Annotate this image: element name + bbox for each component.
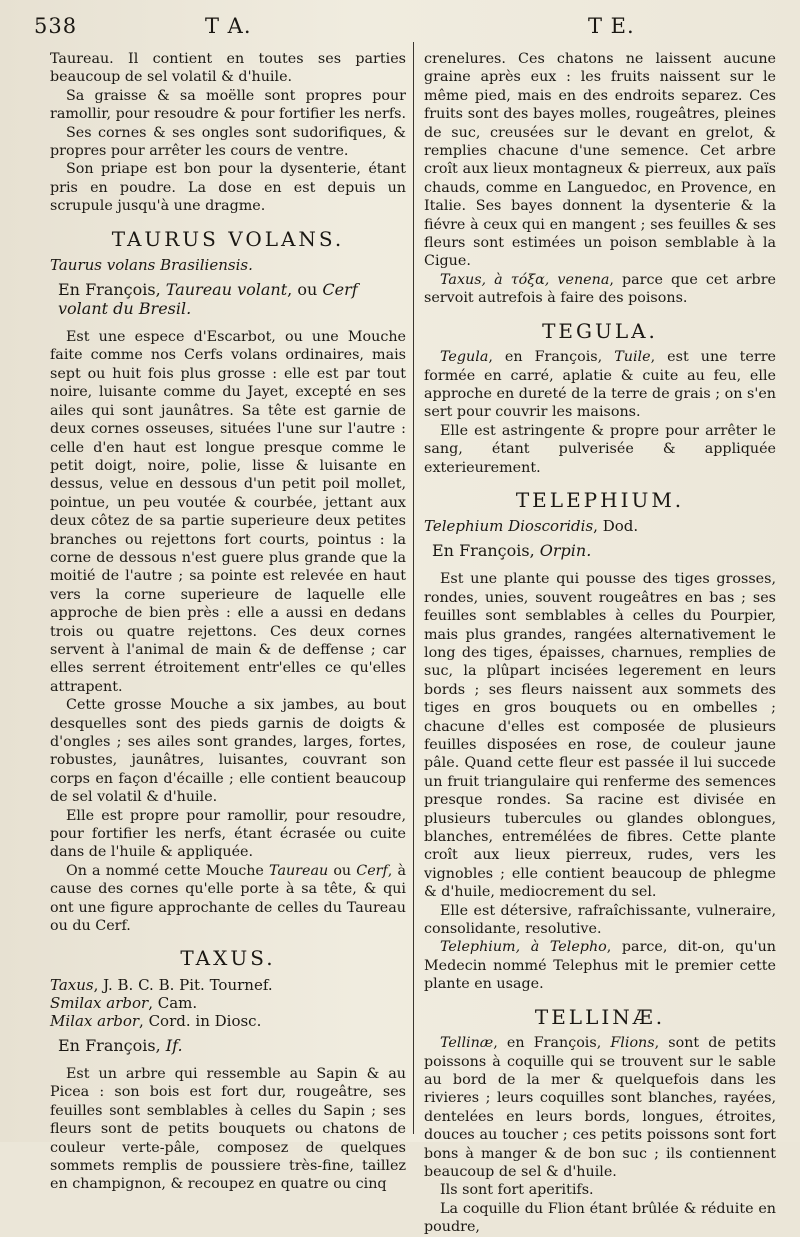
text-run: , à cause des cornes qu'elle porte à sa tête, & qui ont une figure approchante de celles du Taureau ou du Cerf. [50,862,406,935]
syn-latin: Milax arbor [50,1011,140,1030]
tegula-paragraph [424,348,776,422]
taxus-paragraph: Est un arbre qui ressemble au Sapin & au Picea : son bois est fort dur, rougeâtre, ses feuilles sont semblables à celles du Sapin ; ses fleurs sont de petits bouquets ou chatons de couleur verte-pâle, composez de quelques sommets remplis de poussiere très-fine, taillez en champignon, & recoupez en quatre ou cinq [50,1065,406,1193]
taxus-synonym [50,976,406,994]
right-running-head: T E. [588,14,635,38]
etym-latin: Taxus, à τόξα, venena [440,271,610,288]
tegula-french: Tuile [614,349,651,366]
etym-rest: , parce, dit-on, qu'un Medecin nommé Telephus mit le premier cette plante en usage. [424,939,776,993]
page-number: 538 [34,14,78,38]
heading-taxus: TAXUS. [180,946,276,971]
fr-prefix: En François, [432,541,540,561]
intro-paragraph: Taureau. Il contient en toutes ses parties beaucoup de sel volatil & d'huile. [50,51,406,86]
heading-tegula: TEGULA. [542,318,658,343]
syn-latin: Smilax arbor [50,993,149,1012]
tellinae-paragraph: Ils sont fort aperitifs. [440,1182,594,1199]
taxus-etymology [424,271,776,308]
text-run: , sont de petits poissons à coquille qui se trouvent sur le sable au bord de la mer & quelquefois dans les rivieres ; leurs coquilles sont blanches, rayées, dentelées en leurs bords, longues, étroites, douces au toucher ; ces petits poissons sont fort bons à manger & de bon suc ; ils contiennent beaucoup de sel & d'huile. [424,1035,776,1180]
heading-telephium: TELEPHIUM. [515,487,685,512]
taxus-french-name [58,1036,406,1055]
tellinae-latin: Tellinæ [440,1035,494,1052]
taurus-paragraph: Est une espece d'Escarbot, ou une Mouche faite comme nos Cerfs volans ordinaires, mais sept ou huit fois plus grosse : elle est par tout noire, luisante comme du Jayet, excepté en ses ailes qui sont jaunâtres. Sa tête est garnie de deux cornes osseuses, situées l'une sur l'autre : celle d'en haut est longue presque comme le petit doigt, noire, polie, lisse & luisante en dessus, velue en dessous d'un petit poil mollet, pointue, un peu voutée & courbée, jettant aux deux côtez de sa partie superieure deux petites branches ou rejettons fort courts, pointus : la corne de dessous n'est guere plus grande que la moitié de l'autre ; sa pointe est relevée en haut vers la corne superieure de laquelle elle approche de bien près : elle a aussi en dedans trois ou quatre rejettons. Ces deux cornes servent à l'animal de main & de deffense ; car elles serrent étroitement entr'elles ce qu'elles attrapent. [50,329,406,695]
right-column [424,50,777,1236]
telephium-french-name [432,541,776,560]
telephium-synonym [424,517,776,535]
left-running-head: T A. [205,14,252,38]
tellinae-french: Flions [610,1035,655,1052]
taurus-paragraph: Elle est propre pour ramollir, pour resoudre, pour fortifier les nerfs, étant écrasée ou cuite dans de l'huile & appliquée. [50,807,406,861]
syn-rest: , Dod. [593,517,639,536]
heading-taurus-volans: TAURUS VOLANS. [111,226,345,251]
fr-prefix: En François, [58,1035,166,1055]
taxus-synonym [50,994,406,1012]
intro-paragraph: Sa graisse & sa moëlle sont propres pour ramollir, pour resoudre & pour fortifier les nerfs. [50,87,407,123]
text-run: , est une terre formée en carré, aplatie & cuite au feu, elle approche en dureté de la terre de grais ; on s'en sert pour couvrir les maisons. [424,349,777,421]
tellinae-paragraph [424,1034,776,1181]
taxus-synonym [50,1012,406,1030]
text-run: , en François, [488,349,615,366]
telephium-paragraph: Elle est détersive, rafraîchissante, vulneraire, consolidante, resolutive. [424,902,776,938]
taurus-paragraph-last [50,862,406,936]
left-column [50,50,407,1193]
intro-paragraph: Son priape est bon pour la dysenterie, étant pris en poudre. La dose en est depuis un scrupule jusqu'à une dragme. [50,161,406,215]
fr-name: If. [165,1035,183,1055]
syn-rest: , Cord. in Diosc. [139,1011,262,1030]
etym-rest: , parce que cet arbre servoit autrefois à faire des poisons. [424,271,776,307]
italic-run: Taureau [269,862,329,879]
intro-paragraph: Ses cornes & ses ongles sont sudorifiques, & propres pour arrêter les cours de ventre. [50,124,406,160]
text-run: , en François, [493,1035,611,1052]
text-run: ou [328,862,357,879]
taurus-latin-name: Taurus volans Brasiliensis. [50,256,253,275]
taurus-paragraph: Cette grosse Mouche a six jambes, au bout desquelles sont des pieds garnis de doigts & d'ongles ; ses ailes sont grandes, larges, fortes, robustes, jaunâtres, luisantes, couvrant son corps en façon d'écaille ; elle contient beaucoup de sel volatil & d'huile. [50,697,406,806]
syn-latin: Taxus [50,975,94,994]
fr-name-1: Taureau volant [165,280,288,300]
italic-run: Cerf [356,862,388,879]
telephium-paragraph [424,938,776,993]
telephium-paragraph: Est une plante qui pousse des tiges grosses, rondes, unies, souvent rougeâtres en bas ; ses feuilles sont semblables à celles du Pourpier, mais plus grandes, rangées alternativement le long des tiges, épaisses, charnues, remplies de suc, la plûpart incisées legerement en leurs bords ; ses fleurs naissent aux sommets des tiges en gros bouquets ou en ombelles ; chacune d'elles est composée de plusieurs feuilles disposées en rose, de couleur jaune pâle. Quand cette fleur est passée il lui succede un fruit triangulaire qui renferme des semences presque rondes. Sa racine est divisée en plusieurs tubercules ou glandes oblongues, blanches, entremélées de fibres. Cette plante croît aux lieux pierreux, rudes, vers les vignobles ; elle contient beaucoup de phlegme & d'huile, mediocrement du sel. [424,571,776,901]
taxus-continuation: crenelures. Ces chatons ne laissent aucune graine après eux : les fruits naissent sur le même pied, mais en des endroits separez. Ces fruits sont des bayes molles, rougeâtres, pleines de suc, creusées sur le devant en grelot, & remplies chacune d'une semence. Cet arbre croît aux lieux montagneux & pierreux, aux païs chauds, comme en Languedoc, en Provence, en Italie. Ses bayes donnent la dysenterie & la fiévre à ceux qui en mangent ; ses feuilles & ses fleurs sont estimées un poison semblable à la Cigue. [424,51,776,270]
syn-rest: , J. B. C. B. Pit. Tournef. [93,975,273,994]
tegula-paragraph: Elle est astringente & propre pour arrêter le sang, étant pulverisée & appliquée exterieurement. [424,422,776,476]
syn-rest: , Cam. [148,993,198,1012]
fr-name: Orpin. [539,541,592,561]
text-run: On a nommé cette Mouche [66,862,270,879]
fr-prefix: En François, [58,280,166,300]
column-divider [413,42,414,1134]
tellinae-paragraph: La coquille du Flion étant brûlée & réduite en poudre, [424,1200,776,1236]
fr-middle: , ou [287,280,323,300]
taurus-french-name [58,280,406,318]
syn-latin: Telephium Dioscoridis [424,517,594,536]
tegula-latin: Tegula [440,349,489,366]
fr-name-2: Cerf volant du Bresil. [58,280,358,319]
heading-tellinae: TELLINÆ. [534,1004,666,1029]
etym-latin: Telephium, à Telepho [440,939,607,956]
